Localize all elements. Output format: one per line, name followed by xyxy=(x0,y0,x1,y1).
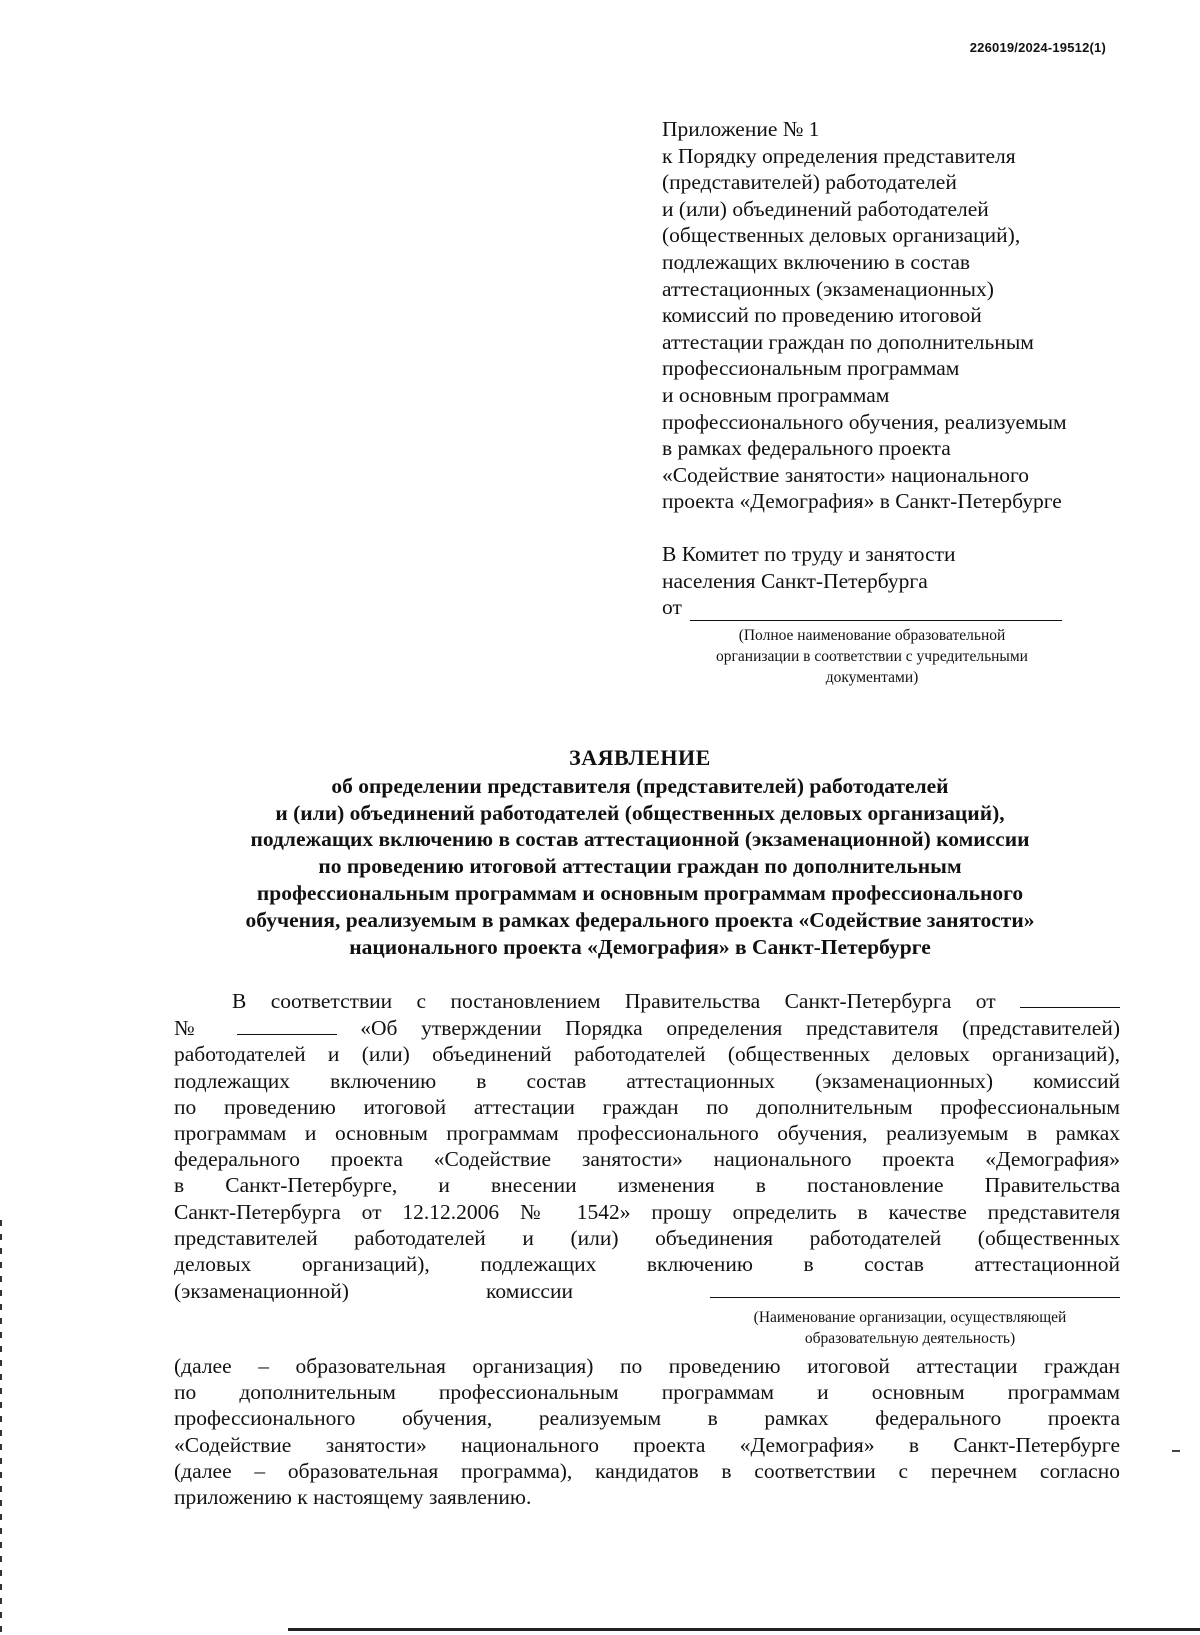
paragraph-line: профессионального обучения, реализуемым в рамках федерального проекта xyxy=(174,1406,1120,1431)
title-line: подлежащих включению в состав аттестационной (экзаменационной) комиссии xyxy=(250,827,1030,852)
paragraph-line: работодателей и (или) объединений работодателей (общественных деловых организаций), xyxy=(174,1042,1120,1067)
statement-title-block xyxy=(150,745,1130,960)
caption-line: организации в соответствии с учредительными xyxy=(716,648,1028,665)
paragraph-text: комиссии xyxy=(486,1279,573,1304)
addressee-block xyxy=(662,541,1162,621)
resolution-date-field[interactable] xyxy=(1020,987,1120,1008)
appendix-line: комиссий по проведению итоговой xyxy=(662,303,982,328)
paragraph-line: в Санкт-Петербурге, и внесении изменения в постановление Правительства xyxy=(174,1173,1120,1198)
paragraph-line: подлежащих включению в состав аттестационных (экзаменационных) комиссий xyxy=(174,1068,1120,1093)
number-sign: № xyxy=(174,1016,213,1041)
title-line: обучения, реализуемым в рамках федерального проекта «Содействие занятости» xyxy=(245,907,1035,932)
addressee-line: В Комитет по труду и занятости xyxy=(662,542,956,566)
paragraph-text: «Об утверждении Порядка определения представителя (представителей) xyxy=(360,1016,1121,1041)
appendix-line: аттестационных (экзаменационных) xyxy=(662,276,994,301)
paragraph-line: представителей работодателей и (или) объединения работодателей (общественных xyxy=(174,1225,1120,1250)
title-line: и (или) объединений работодателей (общественных деловых организаций), xyxy=(275,800,1005,825)
appendix-line: проекта «Демография» в Санкт-Петербурге xyxy=(662,489,1062,514)
appendix-line: в рамках федерального проекта xyxy=(662,436,951,461)
appendix-line: аттестации граждан по дополнительным xyxy=(662,329,1034,354)
paragraph-line: приложению к настоящему заявлению. xyxy=(174,1485,532,1510)
appendix-line: (общественных деловых организаций), xyxy=(662,223,1021,248)
paragraph-text: (экзаменационной) xyxy=(174,1279,349,1304)
caption-line: документами) xyxy=(825,669,919,686)
from-row xyxy=(662,594,1162,621)
statement-title: ЗАЯВЛЕНИЕ xyxy=(569,745,711,770)
caption-line: (Наименование организации, осуществляющей xyxy=(753,1309,1067,1326)
document-id: 226019/2024-19512(1) xyxy=(969,40,1106,55)
statement-paragraph-1 xyxy=(174,987,1120,1304)
appendix-line: и основным программам xyxy=(662,382,890,407)
statement-paragraph-2 xyxy=(174,1353,1120,1510)
from-label: от xyxy=(662,595,682,620)
appendix-line: и (или) объединений работодателей xyxy=(662,196,989,221)
scan-edge-bottom xyxy=(288,1628,1200,1631)
commission-organization-field[interactable] xyxy=(710,1277,1120,1298)
appendix-line: профессиональным программам xyxy=(662,356,960,381)
title-line: по проведению итоговой аттестации граждан по дополнительным xyxy=(318,854,962,879)
appendix-line: подлежащих включению в состав xyxy=(662,249,971,274)
title-line: национального проекта «Демография» в Санкт-Петербурге xyxy=(349,934,931,959)
paragraph-line: деловых организаций), подлежащих включению в состав аттестационной xyxy=(174,1252,1120,1277)
appendix-header xyxy=(662,116,1162,515)
paragraph-text: В соответствии с постановлением Правительства Санкт-Петербурга от xyxy=(232,989,996,1013)
appendix-line: «Содействие занятости» национального xyxy=(662,462,1029,487)
appendix-line: профессионального обучения, реализуемым xyxy=(662,409,1067,434)
scan-artifact xyxy=(1172,1450,1180,1452)
paragraph-line: по дополнительным профессиональным программам и основным программам xyxy=(174,1380,1120,1405)
paragraph-line xyxy=(174,1014,1120,1041)
from-organization-field[interactable] xyxy=(690,600,1062,621)
title-line: профессиональным программам и основным программам профессионального xyxy=(256,880,1024,905)
paragraph-line: программам и основным программам профессионального обучения, реализуемым в рамках xyxy=(174,1121,1120,1146)
paragraph-line: федерального проекта «Содействие занятости» национального проекта «Демография» xyxy=(174,1147,1120,1172)
caption-line: (Полное наименование образовательной xyxy=(738,627,1006,644)
organization-name-caption xyxy=(700,1307,1120,1349)
caption-line: образовательную деятельность) xyxy=(804,1330,1016,1347)
paragraph-line xyxy=(174,1277,1120,1304)
appendix-line: Приложение № 1 xyxy=(662,117,820,141)
appendix-line: к Порядку определения представителя xyxy=(662,143,1016,168)
paragraph-line: (далее – образовательная программа), кандидатов в соответствии с перечнем согласно xyxy=(174,1458,1120,1483)
appendix-line: (представителей) работодателей xyxy=(662,170,957,195)
paragraph-line: «Содействие занятости» национального проекта «Демография» в Санкт-Петербурге xyxy=(174,1432,1120,1457)
paragraph-line xyxy=(174,987,1120,1014)
addressee-line: населения Санкт-Петербурга xyxy=(662,568,928,593)
paragraph-line: Санкт-Петербурга от 12.12.2006 № 1542» прошу определить в качестве представителя xyxy=(174,1199,1120,1224)
paragraph-line: по проведению итоговой аттестации граждан по дополнительным профессиональным xyxy=(174,1094,1120,1119)
paragraph-line: (далее – образовательная организация) по проведению итоговой аттестации граждан xyxy=(174,1354,1120,1378)
resolution-number-field[interactable] xyxy=(237,1014,337,1035)
scan-edge-left xyxy=(0,1220,2,1635)
organization-caption xyxy=(662,625,1082,688)
title-line: об определении представителя (представителей) работодателей xyxy=(331,773,949,798)
